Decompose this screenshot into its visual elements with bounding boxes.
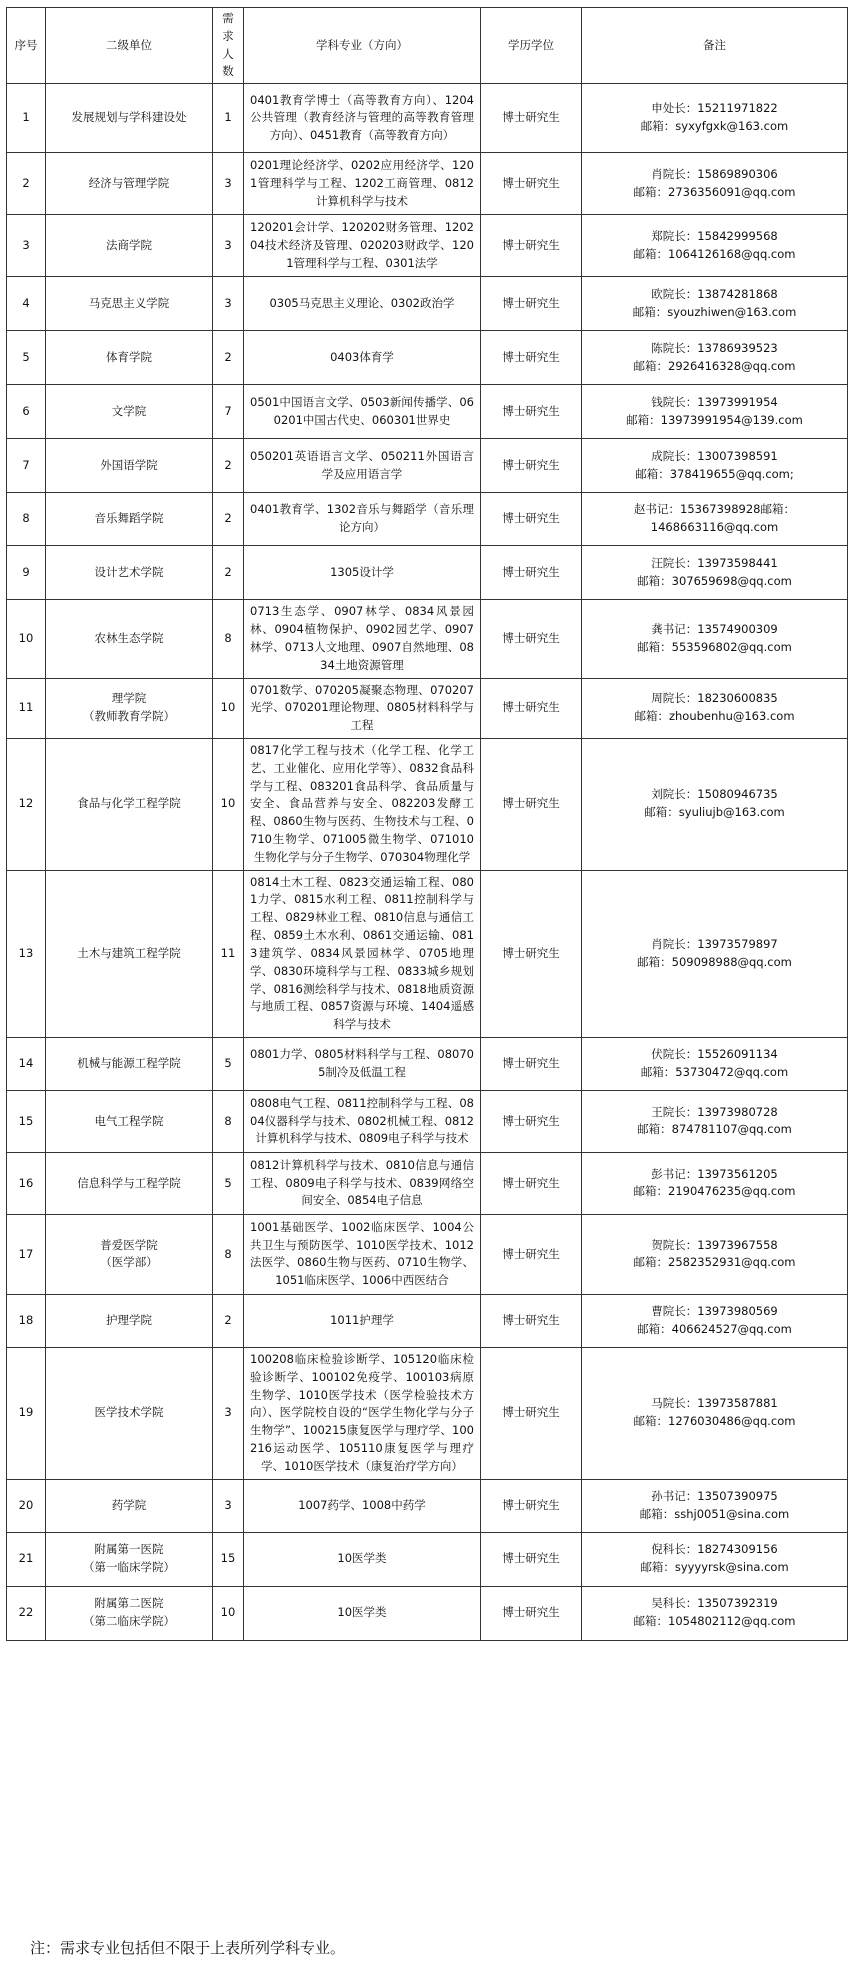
row-major: 0403体育学	[244, 331, 481, 385]
row-major: 0808电气工程、0811控制科学与工程、0804仪器科学与技术、0802机械工程、0812计算机科学与技术、0809电子科学与技术	[244, 1090, 481, 1152]
row-degree: 博士研究生	[481, 1347, 582, 1479]
row-note: 吴科长：13507392319 邮箱：1054802112@qq.com	[582, 1586, 848, 1640]
row-count: 3	[213, 277, 244, 331]
row-degree: 博士研究生	[481, 493, 582, 546]
row-count: 2	[213, 1294, 244, 1347]
row-degree: 博士研究生	[481, 153, 582, 215]
row-index: 16	[7, 1152, 46, 1214]
row-index: 21	[7, 1532, 46, 1586]
row-major: 0401教育学、1302音乐与舞蹈学（音乐理论方向）	[244, 493, 481, 546]
row-index: 11	[7, 678, 46, 738]
row-major: 100208临床检验诊断学、105120临床检验诊断学、100102免疫学、100103病原生物学、1010医学技术（医学检验技术方向）、医学院校自设的“医学生物化学与分子生物学”、100215康复医学与理疗学、100216运动医学、105110康复医学与理疗学、1010医学技术（康复治疗学方向）	[244, 1347, 481, 1479]
recruitment-table-wrap	[6, 7, 847, 1641]
row-index: 8	[7, 493, 46, 546]
table-row	[7, 331, 848, 385]
row-index: 12	[7, 738, 46, 870]
row-major: 0501中国语言文学、0503新闻传播学、060201中国古代史、060301世界史	[244, 385, 481, 439]
row-note: 钱院长：13973991954 邮箱：13973991954@139.com	[582, 385, 848, 439]
table-row	[7, 1532, 848, 1586]
table-row	[7, 277, 848, 331]
row-major: 0814土木工程、0823交通运输工程、0801力学、0815水利工程、0811控制科学与工程、0829林业工程、0810信息与通信工程、0859土木水利、0861交通运输、0813建筑学、0834风景园林学、0705地理学、0830环境科学与工程、0833城乡规划学、0816测绘科学与技术、0818地质资源与地质工程、0857资源与环境、1404遥感科学与技术	[244, 870, 481, 1037]
header-count: 需求人数	[213, 8, 244, 84]
header-major: 学科专业（方向）	[244, 8, 481, 84]
row-unit: 护理学院	[46, 1294, 213, 1347]
row-index: 6	[7, 385, 46, 439]
row-note: 彭书记：13973561205 邮箱：2190476235@qq.com	[582, 1152, 848, 1214]
row-degree: 博士研究生	[481, 1090, 582, 1152]
row-degree: 博士研究生	[481, 1152, 582, 1214]
row-note: 孙书记：13507390975 邮箱：sshj0051@sina.com	[582, 1479, 848, 1532]
row-note: 欧院长：13874281868 邮箱：syouzhiwen@163.com	[582, 277, 848, 331]
row-degree: 博士研究生	[481, 1479, 582, 1532]
row-index: 7	[7, 439, 46, 493]
row-unit: 法商学院	[46, 215, 213, 277]
row-major: 1007药学、1008中药学	[244, 1479, 481, 1532]
table-row	[7, 1037, 848, 1090]
row-note: 马院长：13973587881 邮箱：1276030486@qq.com	[582, 1347, 848, 1479]
header-degree: 学历学位	[481, 8, 582, 84]
row-index: 20	[7, 1479, 46, 1532]
row-index: 10	[7, 600, 46, 678]
row-major: 1305设计学	[244, 546, 481, 600]
table-row	[7, 678, 848, 738]
row-count: 2	[213, 546, 244, 600]
row-count: 3	[213, 215, 244, 277]
row-major: 0701数学、070205凝聚态物理、070207光学、070201理论物理、0805材料科学与工程	[244, 678, 481, 738]
row-major: 0817化学工程与技术（化学工程、化学工艺、工业催化、应用化学等）、0832食品科学与工程、083201食品科学、食品质量与安全、食品营养与安全、082203发酵工程、0860生物与医药、生物技术与工程、0710生物学、071005微生物学、071010生物化学与分子生物学、070304物理化学	[244, 738, 481, 870]
row-unit: 理学院 （教师教育学院）	[46, 678, 213, 738]
row-unit: 发展规划与学科建设处	[46, 84, 213, 153]
row-unit: 外国语学院	[46, 439, 213, 493]
row-unit: 食品与化学工程学院	[46, 738, 213, 870]
table-row	[7, 870, 848, 1037]
header-note: 备注	[582, 8, 848, 84]
row-degree: 博士研究生	[481, 1532, 582, 1586]
row-major: 10医学类	[244, 1532, 481, 1586]
row-note: 周院长：18230600835 邮箱：zhoubenhu@163.com	[582, 678, 848, 738]
row-unit: 设计艺术学院	[46, 546, 213, 600]
row-note: 陈院长：13786939523 邮箱：2926416328@qq.com	[582, 331, 848, 385]
table-row	[7, 1479, 848, 1532]
row-major: 1011护理学	[244, 1294, 481, 1347]
row-note: 王院长：13973980728 邮箱：874781107@qq.com	[582, 1090, 848, 1152]
row-count: 15	[213, 1532, 244, 1586]
row-degree: 博士研究生	[481, 738, 582, 870]
row-note: 刘院长：15080946735 邮箱：syuliujb@163.com	[582, 738, 848, 870]
table-row	[7, 153, 848, 215]
table-row	[7, 439, 848, 493]
row-unit: 信息科学与工程学院	[46, 1152, 213, 1214]
row-count: 8	[213, 1214, 244, 1294]
row-major: 120201会计学、120202财务管理、120204技术经济及管理、020203财政学、1201管理科学与工程、0301法学	[244, 215, 481, 277]
footnote: 注：需求专业包括但不限于上表所列学科专业。	[30, 1939, 346, 1957]
row-degree: 博士研究生	[481, 215, 582, 277]
row-count: 8	[213, 1090, 244, 1152]
row-count: 8	[213, 600, 244, 678]
row-major: 050201英语语言文学、050211外国语言学及应用语言学	[244, 439, 481, 493]
row-count: 5	[213, 1037, 244, 1090]
row-index: 13	[7, 870, 46, 1037]
row-count: 1	[213, 84, 244, 153]
row-note: 成院长：13007398591 邮箱：378419655@qq.com;	[582, 439, 848, 493]
row-degree: 博士研究生	[481, 439, 582, 493]
row-unit: 药学院	[46, 1479, 213, 1532]
row-count: 3	[213, 153, 244, 215]
row-count: 3	[213, 1347, 244, 1479]
row-note: 赵书记：15367398928邮箱： 1468663116@qq.com	[582, 493, 848, 546]
row-degree: 博士研究生	[481, 1214, 582, 1294]
row-index: 1	[7, 84, 46, 153]
row-note: 申处长：15211971822 邮箱：syxyfgxk@163.com	[582, 84, 848, 153]
row-major: 0305马克思主义理论、0302政治学	[244, 277, 481, 331]
table-row	[7, 385, 848, 439]
table-row	[7, 1347, 848, 1479]
row-index: 3	[7, 215, 46, 277]
row-major: 0801力学、0805材料科学与工程、080705制冷及低温工程	[244, 1037, 481, 1090]
row-degree: 博士研究生	[481, 1294, 582, 1347]
table-row	[7, 600, 848, 678]
row-unit: 机械与能源工程学院	[46, 1037, 213, 1090]
row-count: 7	[213, 385, 244, 439]
row-degree: 博士研究生	[481, 277, 582, 331]
row-note: 郑院长：15842999568 邮箱：1064126168@qq.com	[582, 215, 848, 277]
table-row	[7, 738, 848, 870]
row-note: 龚书记：13574900309 邮箱：553596802@qq.com	[582, 600, 848, 678]
table-row	[7, 84, 848, 153]
row-major: 0812计算机科学与技术、0810信息与通信工程、0809电子科学与技术、0839网络空间安全、0854电子信息	[244, 1152, 481, 1214]
row-note: 肖院长：13973579897 邮箱：509098988@qq.com	[582, 870, 848, 1037]
table-row	[7, 493, 848, 546]
row-major: 0201理论经济学、0202应用经济学、1201管理科学与工程、1202工商管理、0812计算机科学与技术	[244, 153, 481, 215]
table-row	[7, 546, 848, 600]
row-degree: 博士研究生	[481, 678, 582, 738]
row-index: 22	[7, 1586, 46, 1640]
row-count: 2	[213, 439, 244, 493]
row-unit: 经济与管理学院	[46, 153, 213, 215]
row-count: 10	[213, 678, 244, 738]
row-unit: 土木与建筑工程学院	[46, 870, 213, 1037]
row-degree: 博士研究生	[481, 1037, 582, 1090]
row-major: 0401教育学博士（高等教育方向）、1204公共管理（教育经济与管理的高等教育管理方向）、0451教育（高等教育方向）	[244, 84, 481, 153]
row-note: 曹院长：13973980569 邮箱：406624527@qq.com	[582, 1294, 848, 1347]
row-degree: 博士研究生	[481, 1586, 582, 1640]
row-index: 5	[7, 331, 46, 385]
row-count: 10	[213, 1586, 244, 1640]
header-index: 序号	[7, 8, 46, 84]
row-major: 1001基础医学、1002临床医学、1004公共卫生与预防医学、1010医学技术、1012法医学、0860生物与医药、0710生物学、1051临床医学、1006中西医结合	[244, 1214, 481, 1294]
row-index: 4	[7, 277, 46, 331]
row-unit: 农林生态学院	[46, 600, 213, 678]
row-index: 14	[7, 1037, 46, 1090]
row-degree: 博士研究生	[481, 84, 582, 153]
row-count: 2	[213, 493, 244, 546]
row-unit: 附属第一医院 （第一临床学院）	[46, 1532, 213, 1586]
row-unit: 马克思主义学院	[46, 277, 213, 331]
row-note: 肖院长：15869890306 邮箱：2736356091@qq.com	[582, 153, 848, 215]
row-index: 2	[7, 153, 46, 215]
table-row	[7, 1586, 848, 1640]
row-degree: 博士研究生	[481, 385, 582, 439]
row-unit: 普爱医学院 （医学部）	[46, 1214, 213, 1294]
row-degree: 博士研究生	[481, 546, 582, 600]
row-note: 汪院长：13973598441 邮箱：307659698@qq.com	[582, 546, 848, 600]
row-unit: 文学院	[46, 385, 213, 439]
row-count: 11	[213, 870, 244, 1037]
row-degree: 博士研究生	[481, 870, 582, 1037]
row-major: 10医学类	[244, 1586, 481, 1640]
row-major: 0713生态学、0907林学、0834风景园林、0904植物保护、0902园艺学、0907林学、0713人文地理、0907自然地理、0834土地资源管理	[244, 600, 481, 678]
row-count: 3	[213, 1479, 244, 1532]
header-unit: 二级单位	[46, 8, 213, 84]
row-index: 9	[7, 546, 46, 600]
row-note: 贺院长：13973967558 邮箱：2582352931@qq.com	[582, 1214, 848, 1294]
row-index: 15	[7, 1090, 46, 1152]
row-unit: 电气工程学院	[46, 1090, 213, 1152]
table-row	[7, 215, 848, 277]
row-unit: 体育学院	[46, 331, 213, 385]
header-row	[7, 8, 848, 84]
row-index: 19	[7, 1347, 46, 1479]
row-note: 倪科长：18274309156 邮箱：syyyyrsk@sina.com	[582, 1532, 848, 1586]
row-count: 10	[213, 738, 244, 870]
row-count: 5	[213, 1152, 244, 1214]
recruitment-table	[6, 7, 848, 1641]
row-index: 17	[7, 1214, 46, 1294]
row-unit: 医学技术学院	[46, 1347, 213, 1479]
table-row	[7, 1294, 848, 1347]
table-row	[7, 1152, 848, 1214]
row-note: 伏院长：15526091134 邮箱：53730472@qq.com	[582, 1037, 848, 1090]
row-count: 2	[213, 331, 244, 385]
row-unit: 音乐舞蹈学院	[46, 493, 213, 546]
row-degree: 博士研究生	[481, 600, 582, 678]
table-row	[7, 1214, 848, 1294]
table-row	[7, 1090, 848, 1152]
row-unit: 附属第二医院 （第二临床学院）	[46, 1586, 213, 1640]
row-index: 18	[7, 1294, 46, 1347]
row-degree: 博士研究生	[481, 331, 582, 385]
